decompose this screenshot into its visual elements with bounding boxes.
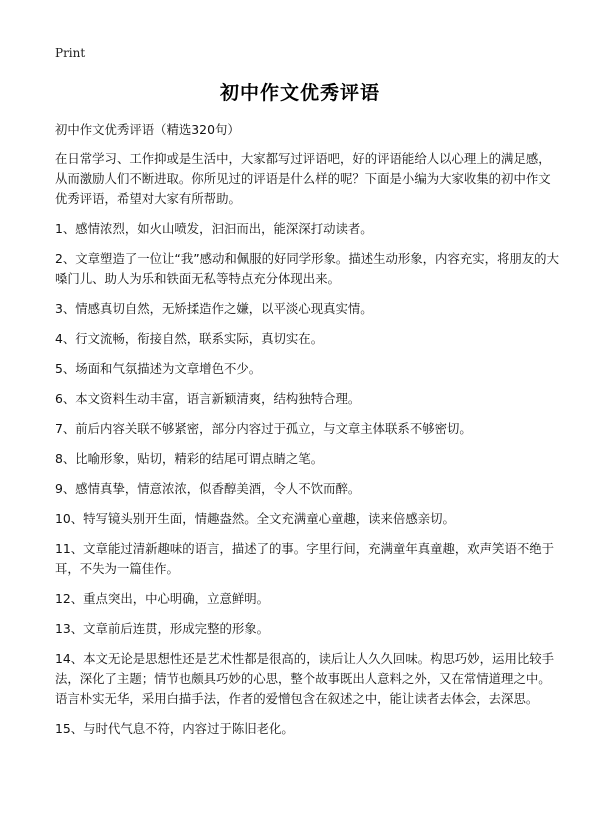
comment-item: 15、与时代气息不符，内容过于陈旧老化。 [55,721,294,736]
print-label[interactable]: Print [55,46,86,60]
comment-item: 12、重点突出，中心明确，立意鲜明。 [55,591,270,606]
comment-item: 10、特写镜头别开生面，情趣盎然。全文充满童心童趣，读来倍感亲切。 [55,511,455,526]
comment-item: 4、行文流畅，衔接自然，联系实际，真切实在。 [55,331,324,346]
comment-item: 6、本文资料生动丰富，语言新颖清爽，结构独特合理。 [55,391,361,406]
comment-item: 7、前后内容关联不够紧密，部分内容过于孤立，与文章主体联系不够密切。 [55,421,472,436]
comment-item: 3、情感真切自然，无矫揉造作之嫌，以平淡心现真实情。 [55,301,373,316]
comment-item: 1、感情浓烈，如火山喷发，汩汩而出，能深深打动读者。 [55,221,373,236]
page-title: 初中作文优秀评语 [219,82,380,104]
document-body [55,120,560,749]
intro-paragraph: 在日常学习、工作抑或是生活中，大家都写过评语吧，好的评语能给人以心理上的满足感，从而激励人们不断进取。你所见过的评语是什么样的呢？下面是小编为大家收集的初中作文优秀评语，希望对大家有所帮助。 [55,151,551,206]
comment-item: 14、本文无论是思想性还是艺术性都是很高的，读后让人久久回味。构思巧妙，运用比较手法，深化了主题；情节也颇具巧妙的心思，整个故事既出人意料之外，又在常情道理之中。语言朴实无华，采用白描手法，作者的爱憎包含在叙述之中，能让读者去体会，去深思。 [55,651,555,706]
comment-item: 13、文章前后连贯，形成完整的形象。 [55,621,270,636]
comment-item: 9、感情真挚，情意浓浓，似香醇美酒，令人不饮而醉。 [55,481,361,496]
comment-item: 5、场面和气氛描述为文章增色不少。 [55,361,262,376]
document-subtitle: 初中作文优秀评语（精选320句） [55,122,240,137]
comment-item: 11、文章能过清新趣味的语言，描述了的事。字里行间，充满童年真童趣，欢声笑语不绝于耳，不失为一篇佳作。 [55,541,555,576]
comment-item: 8、比喻形象，贴切，精彩的结尾可谓点睛之笔。 [55,451,324,466]
comment-item: 2、文章塑造了一位让“我”感动和佩服的好同学形象。描述生动形象，内容充实，将朋友的大嗓门儿、助人为乐和铁面无私等特点充分体现出来。 [55,251,559,286]
